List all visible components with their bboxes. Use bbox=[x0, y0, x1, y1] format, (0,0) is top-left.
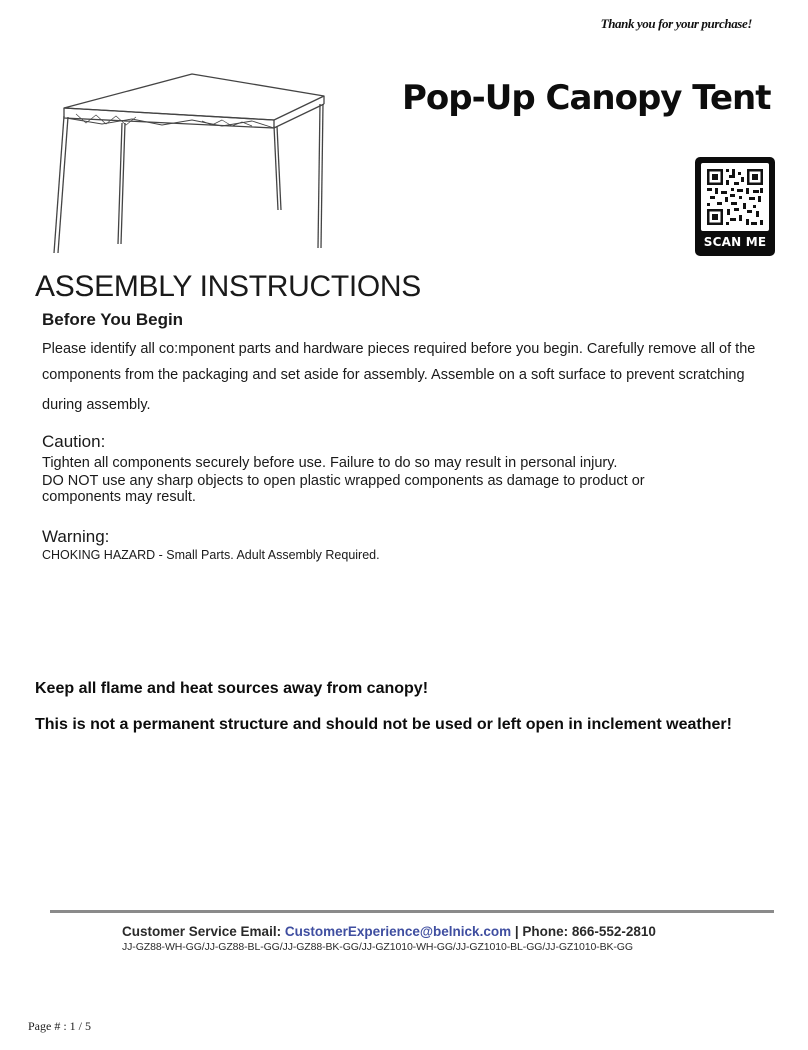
caution-line-1: Tighten all components securely before use. Failure to do so may result in personal injury. bbox=[42, 455, 618, 471]
canopy-tent-illustration bbox=[42, 68, 342, 258]
caution-line-2: DO NOT use any sharp objects to open plastic wrapped components as damage to product or components may result. bbox=[42, 473, 645, 505]
flame-notice: Keep all flame and heat sources away from canopy! bbox=[35, 680, 429, 697]
customer-service-line bbox=[122, 924, 656, 939]
weather-notice: This is not a permanent structure and should not be used or left open in inclement weather! bbox=[35, 716, 732, 733]
caution-text bbox=[42, 455, 702, 505]
qr-code-icon bbox=[701, 163, 769, 231]
email-label: Customer Service Email: bbox=[122, 924, 285, 939]
warning-heading-text: Warning bbox=[42, 527, 105, 546]
before-you-begin-heading: Before You Begin bbox=[42, 310, 184, 329]
assembly-heading: ASSEMBLY INSTRUCTIONS bbox=[35, 270, 422, 303]
warning-heading: Warning: bbox=[42, 527, 110, 546]
caution-heading: Caution: bbox=[42, 432, 106, 451]
caution-heading-text: Caution bbox=[42, 432, 101, 451]
before-you-begin-text bbox=[42, 336, 792, 418]
page-number: Page # : 1 / 5 bbox=[28, 1019, 91, 1033]
before-line-1: Please identify all co:mponent parts and hardware pieces required before you begin. Carefully remove all of the bbox=[42, 341, 756, 357]
phone-text: | Phone: 866-552-2810 bbox=[511, 924, 656, 939]
before-line-3: during assembly. bbox=[42, 397, 151, 413]
qr-code-badge[interactable] bbox=[695, 157, 775, 256]
sku-list: JJ-GZ88-WH-GG/JJ-GZ88-BL-GG/JJ-GZ88-BK-GG/JJ-GZ1010-WH-GG/JJ-GZ1010-BL-GG/JJ-GZ1010-BK-GG bbox=[122, 941, 633, 953]
scan-me-label: SCAN ME bbox=[703, 235, 767, 249]
page-title: Pop-Up Canopy Tent bbox=[402, 78, 771, 118]
warning-text: CHOKING HAZARD - Small Parts. Adult Assembly Required. bbox=[42, 548, 380, 562]
thank-you-note: Thank you for your purchase! bbox=[600, 16, 752, 31]
email-link[interactable]: CustomerExperience@belnick.com bbox=[284, 924, 512, 939]
footer-divider bbox=[50, 910, 774, 913]
before-line-2: components from the packaging and set aside for assembly. Assemble on a soft surface to prevent scratching bbox=[42, 367, 745, 383]
